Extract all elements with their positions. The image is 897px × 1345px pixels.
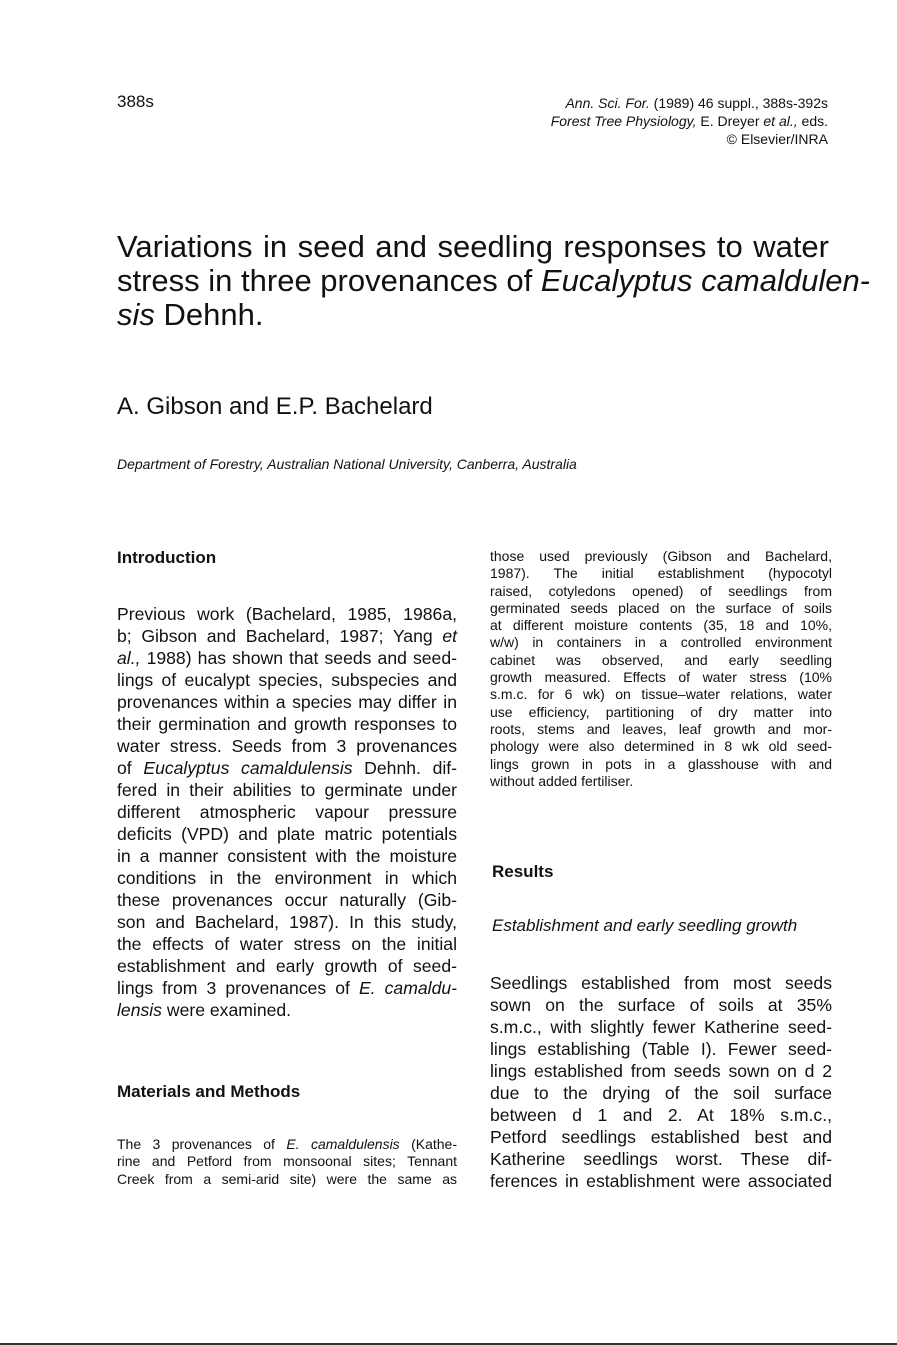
- text-run: lings grown in pots in a glasshouse with and: [490, 755, 832, 772]
- text-run: Variations in seed and seedling responses to water: [117, 229, 829, 264]
- text-run: rine and Petford from monsoonal sites; Tennant: [117, 1153, 457, 1170]
- text-line: [117, 999, 457, 1021]
- introduction-paragraph: [117, 603, 457, 1021]
- text-line: [490, 1016, 832, 1038]
- italic-text-run: lensis: [117, 1000, 162, 1020]
- text-line: [490, 721, 832, 738]
- text-run: germinated seeds placed on the surface of soils: [490, 599, 832, 616]
- text-run: (1989) 46 suppl., 388s-392s: [649, 95, 828, 111]
- text-run: due to the drying of the soil surface: [490, 1083, 832, 1103]
- text-run: raised, cotyledons opened) of seedlings from: [490, 582, 832, 599]
- authors: A. Gibson and E.P. Bachelard: [117, 393, 433, 420]
- introduction-heading: Introduction: [117, 548, 217, 567]
- text-run: stress in three provenances of: [117, 263, 541, 298]
- text-run: without added fertiliser.: [490, 772, 634, 789]
- text-line: [117, 298, 829, 332]
- text-run: lings established from seeds sown on d 2: [490, 1061, 832, 1081]
- text-run: roots, stems and leaves, leaf growth and mor-: [490, 720, 832, 737]
- text-run: the effects of water stress on the initial: [117, 934, 457, 954]
- text-line: [117, 977, 457, 999]
- text-line: [117, 735, 457, 757]
- text-run: conditions in the environment in which: [117, 868, 457, 888]
- text-run: Dehnh.: [154, 297, 264, 332]
- text-run: 1987). The initial establishment (hypocotyl: [490, 565, 832, 582]
- text-run: Creek from a semi-arid site) were the same as: [117, 1170, 457, 1187]
- text-line: [490, 1060, 832, 1082]
- text-line: [490, 1038, 832, 1060]
- results-paragraph: [490, 972, 832, 1192]
- text-line: [551, 112, 828, 130]
- text-run: water stress. Seeds from 3 provenances: [117, 736, 457, 756]
- text-run: © Elsevier/INRA: [726, 131, 828, 147]
- text-line: [117, 845, 457, 867]
- journal-citation: [551, 94, 828, 148]
- text-run: provenances within a species may differ in: [117, 692, 457, 712]
- italic-text-run: sis: [117, 297, 155, 332]
- text-run: son and Bachelard, 1987). In this study,: [117, 912, 457, 932]
- text-line: [490, 634, 832, 651]
- text-line: [490, 1170, 832, 1192]
- text-run: these provenances occur naturally (Gib-: [117, 890, 457, 910]
- text-line: [490, 994, 832, 1016]
- text-run: of: [117, 758, 144, 778]
- text-run: 1988) has shown that seeds and seed-: [140, 648, 457, 668]
- text-run: their germination and growth responses to: [117, 714, 457, 734]
- text-line: [490, 738, 832, 755]
- text-line: [490, 652, 832, 669]
- italic-text-run: Forest Tree Physiology,: [550, 113, 697, 129]
- text-run: Dehnh. dif-: [352, 758, 458, 778]
- text-line: [117, 713, 457, 735]
- text-line: [117, 801, 457, 823]
- italic-text-run: Eucalyptus camaldulensis: [143, 758, 353, 778]
- text-run: in a manner consistent with the moisture: [117, 846, 457, 866]
- text-line: [117, 757, 457, 779]
- text-line: [490, 1082, 832, 1104]
- text-line: [117, 263, 871, 298]
- text-line: [490, 565, 832, 582]
- text-line: [117, 1171, 457, 1188]
- text-line: [117, 669, 457, 691]
- text-line: [117, 911, 457, 933]
- text-run: fered in their abilities to germinate under: [117, 780, 457, 800]
- text-run: ferences in establishment were associated: [490, 1171, 832, 1191]
- results-subheading: Establishment and early seedling growth: [492, 916, 798, 935]
- text-line: [551, 94, 828, 112]
- italic-text-run: E. camaldulensis: [286, 1136, 400, 1152]
- text-line: [117, 691, 457, 713]
- text-line: [490, 548, 832, 565]
- text-line: [490, 583, 832, 600]
- text-run: Katherine seedlings worst. These dif-: [490, 1149, 832, 1169]
- text-run: at different moisture contents (35, 18 and 10%,: [490, 617, 832, 634]
- text-run: sown on the surface of soils at 35%: [490, 995, 832, 1015]
- text-run: those used previously (Gibson and Bachelard,: [490, 548, 832, 564]
- text-run: deficits (VPD) and plate matric potentials: [117, 824, 457, 844]
- methods-heading: Materials and Methods: [117, 1082, 301, 1101]
- text-run: eds.: [797, 113, 828, 129]
- text-line: [117, 823, 457, 845]
- page-number: 388s: [117, 92, 154, 111]
- text-run: phology were also determined in 8 wk old seed-: [490, 738, 832, 755]
- italic-text-run: E. camaldu-: [358, 978, 457, 998]
- text-line: [490, 972, 832, 994]
- text-line: [490, 1126, 832, 1148]
- text-line: [117, 889, 457, 911]
- text-run: lings of eucalypt species, subspecies and: [117, 670, 457, 690]
- text-run: The 3 provenances of: [117, 1136, 287, 1152]
- text-run: use efficiency, partitioning of dry matter into: [490, 703, 832, 720]
- text-line: [490, 773, 832, 790]
- methods-paragraph: [117, 1136, 457, 1188]
- text-line: [117, 603, 457, 625]
- text-line: [117, 955, 457, 977]
- text-run: Previous work (Bachelard, 1985, 1986a,: [117, 604, 457, 624]
- text-run: lings from 3 provenances of: [117, 978, 359, 998]
- text-run: (Kathe-: [399, 1136, 457, 1152]
- text-run: w/w) in containers in a controlled environment: [490, 634, 832, 651]
- text-line: [117, 933, 457, 955]
- article-title: [117, 229, 871, 332]
- text-line: [490, 600, 832, 617]
- results-heading: Results: [492, 862, 554, 881]
- text-line: [117, 230, 829, 264]
- text-run: s.m.c. for 6 wk) on tissue–water relations, water: [490, 686, 832, 703]
- text-line: [490, 617, 832, 634]
- methods-paragraph-continued: [490, 548, 832, 790]
- text-line: [117, 779, 457, 801]
- text-line: [490, 1148, 832, 1170]
- text-run: lings establishing (Table I). Fewer seed-: [490, 1039, 832, 1059]
- text-line: [490, 756, 832, 773]
- text-line: [117, 647, 457, 669]
- italic-text-run: al.,: [117, 648, 141, 668]
- text-run: were examined.: [161, 1000, 292, 1020]
- italic-text-run: Ann. Sci. For.: [565, 95, 650, 111]
- text-line: [490, 669, 832, 686]
- italic-text-run: et al.,: [763, 113, 798, 129]
- text-run: s.m.c., with slightly fewer Katherine seed-: [490, 1017, 832, 1037]
- text-line: [490, 686, 832, 703]
- italic-text-run: et: [442, 626, 457, 646]
- text-run: Petford seedlings established best and: [490, 1127, 832, 1147]
- text-run: between d 1 and 2. At 18% s.m.c.,: [490, 1105, 832, 1125]
- italic-text-run: Eucalyptus camaldulen-: [540, 263, 871, 298]
- text-line: [490, 704, 832, 721]
- text-run: establishment and early growth of seed-: [117, 956, 457, 976]
- text-run: different atmospheric vapour pressure: [117, 802, 457, 822]
- text-run: cabinet was observed, and early seedling: [490, 651, 832, 668]
- text-line: [551, 130, 828, 148]
- text-line: [117, 1153, 457, 1170]
- text-line: [490, 1104, 832, 1126]
- text-line: [117, 1136, 457, 1153]
- text-run: E. Dreyer: [696, 113, 764, 129]
- text-line: [117, 867, 457, 889]
- text-run: growth measured. Effects of water stress (10%: [490, 669, 832, 686]
- text-run: Seedlings established from most seeds: [490, 973, 832, 993]
- text-run: b; Gibson and Bachelard, 1987; Yang: [117, 626, 443, 646]
- text-line: [117, 625, 457, 647]
- affiliation: Department of Forestry, Australian National University, Canberra, Australia: [117, 456, 577, 472]
